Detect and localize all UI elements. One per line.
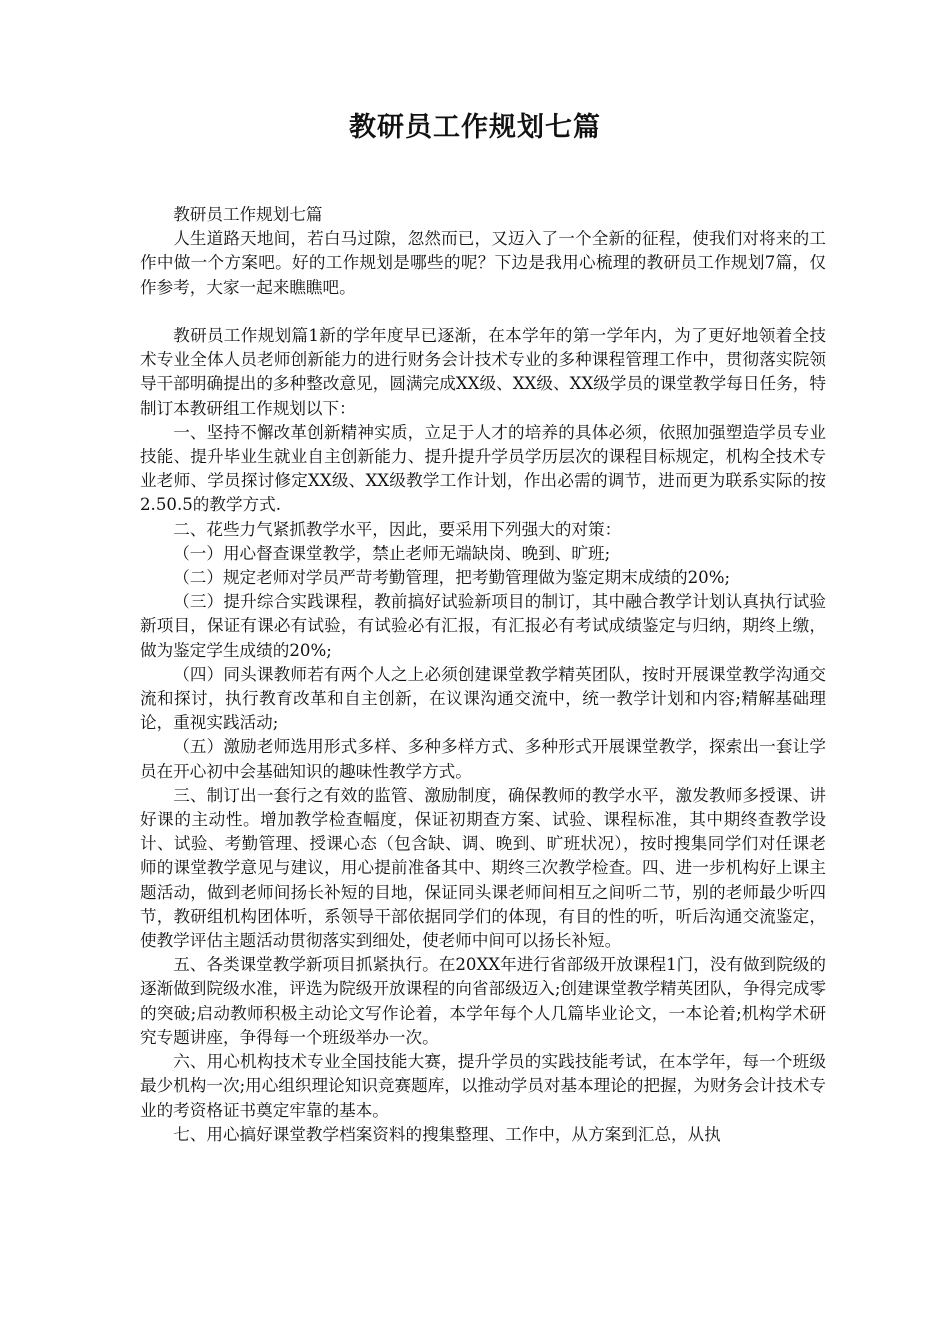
paragraph-item-1: 一、坚持不懈改革创新精神实质，立足于人才的培养的具体必须，依照加强塑造学员专业技能、提升毕业生就业自主创新能力、提升提升学员学历层次的课程目标规定，机构全技术专业老师、学员探讨修定XX级、XX级教学工作计划，作出必需的调节，进而更为联系实际的按2.50.5的教学方式. <box>140 422 826 515</box>
paragraph-subitem-1: （一）用心督查课堂教学，禁止老师无端缺岗、晚到、旷班; <box>173 543 611 563</box>
paragraph-item-5: 五、各类课堂教学新项目抓紧执行。在20XX年进行省部级开放课程1门，没有做到院级的逐渐做到院级水准，评选为院级开放课程的向省部级迈入;创建课堂教学精英团队，争得完成零的突破;启动教师积极主动论文写作论着，本学年每个人几篇毕业论文，一本论着;机构学术研究专题讲座，争得每一个班级举办一次。 <box>140 955 826 1047</box>
paragraph-item-3: 三、制订出一套行之有效的监管、激励制度，确保教师的教学水平，激发教师多授课、讲好课的主动性。增加教学检查幅度，保证初期查方案、试验、课程标准，其中期终查教学设计、试验、考勤管理、授课心态（包含缺、调、晚到、旷班状况），按时搜集同学们对任课老师的课堂教学意见与建议，用心提前准备其中、期终三次教学检查。四、进一步机构好上课主题活动，做到老师间扬长补短的目地，保证同头课老师间相互之间听二节，别的老师最少听四节，教研组机构团体听，系领导干部依据同学们的体现，有目的性的听，听后沟通交流鉴定，使教学评估主题活动贯彻落实到细处，使老师中间可以扬长补短。 <box>140 785 826 951</box>
paragraph-subitem-4: （四）同头课教师若有两个人之上必须创建课堂教学精英团队，按时开展课堂教学沟通交流和探讨，执行教育改革和自主创新，在议课沟通交流中，统一教学计划和内容;精解基础理论，重视实践活动; <box>140 664 826 733</box>
paragraph-subitem-3: （三）提升综合实践课程，教前搞好试验新项目的制订，其中融合教学计划认真执行试验新项目，保证有课必有试验，有试验必有汇报，有汇报必有考试成绩鉴定与归纳，期终上缴，做为鉴定学生成绩的20%; <box>140 592 826 660</box>
document-title: 教研员工作规划七篇 <box>349 112 601 143</box>
paragraph-item-7: 七、用心搞好课堂教学档案资料的搜集整理、工作中，从方案到汇总，从执 <box>173 1124 721 1144</box>
paragraph-subtitle: 教研员工作规划七篇 <box>173 205 323 224</box>
paragraph-intro: 人生道路天地间，若白马过隙，忽然而已，又迈入了一个全新的征程，使我们对将来的工作中做一个方案吧。好的工作规划是哪些的呢？下边是我用心梳理的教研员工作规划7篇，仅作参考，大家一起来瞧瞧吧。 <box>140 229 826 297</box>
paragraph-blank-line <box>140 300 826 324</box>
paragraph-item-6: 六、用心机构技术专业全国技能大赛，提升学员的实践技能考试，在本学年，每一个班级最少机构一次;用心组织理论知识竞赛题库，以推动学员对基本理论的把握，为财务会计技术专业的考资格证书奠定牢靠的基本。 <box>140 1052 826 1120</box>
document-body <box>140 203 826 1147</box>
paragraph-subitem-5: （五）激励老师选用形式多样、多种多样方式、多种形式开展课堂教学，探索出一套让学员在开心初中会基础知识的趣味性教学方式。 <box>140 737 826 781</box>
paragraph-subitem-2: （二）规定老师对学员严苛考勤管理，把考勤管理做为鉴定期末成绩的20%; <box>173 568 731 588</box>
paragraph-item-2: 二、花些力气紧抓教学水平，因此，要采用下列强大的对策： <box>173 519 622 539</box>
paragraph-section-1-intro: 教研员工作规划篇1新的学年度早已逐渐，在本学年的第一学年内，为了更好地领着全技术专业全体人员老师创新能力的进行财务会计技术专业的多种课程管理工作中，贯彻落实院领导干部明确提出的多种整改意见，圆满完成XX级、XX级、XX级学员的课堂教学每日任务，特制订本教研组工作规划以下： <box>140 326 826 418</box>
